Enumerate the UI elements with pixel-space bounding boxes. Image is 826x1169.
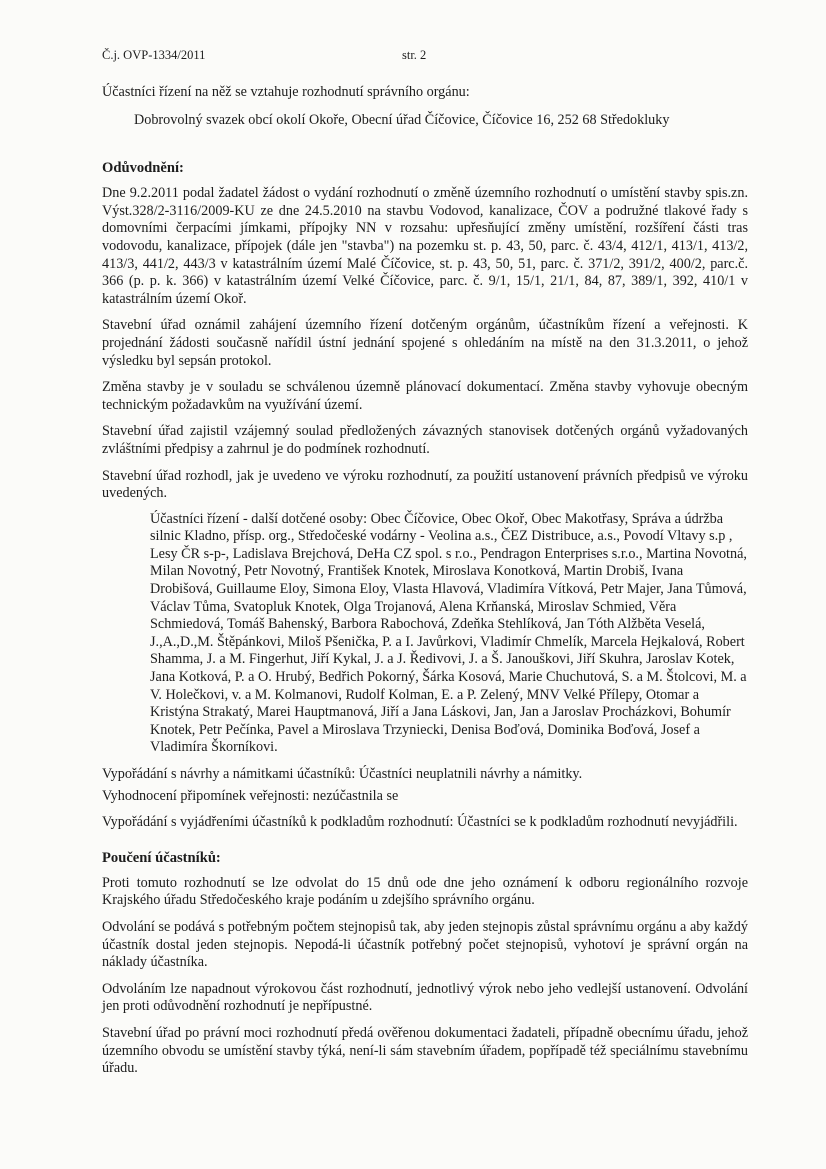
justification-paragraph-2: Stavební úřad oznámil zahájení územního řízení dotčeným orgánům, účastníkům řízení a veřejnosti. K projednání žádosti současně nařídil ústní jednání spojené s ohledáním na místě na den 31.3.2011, o jehož výsledku byl sepsán protokol. [102,317,748,369]
justification-paragraph-4: Stavební úřad zajistil vzájemný soulad předložených závazných stanovisek dotčených orgánů vyžadovaných zvláštními předpisy a zahrnul je do podmínek rozhodnutí. [102,423,748,457]
participants-intro: Účastníci řízení na něž se vztahuje rozhodnutí správního orgánu: [102,84,470,100]
document-body [102,84,748,1078]
other-participants-list: Účastníci řízení - další dotčené osoby: Obec Číčovice, Obec Okoř, Obec Makotřasy, Správa a údržba silnic Kladno, přísp. org., Středočeské vodárny - Veolina a.s., ČEZ Distribuce, a.s., Povodí Vltavy s.p , Lesy ČR s-p-, Ladislava Brejchová, DeHa CZ spol. s r.o., Pendragon Enterprises s.r.o., Martina Novotná, Milan Novotný, Petr Novotný, František Knotek, Miroslava Konotková, Martin Drobiš, Ivana Drobišová, Guillaume Eloy, Simona Eloy, Vlasta Hlavová, Vladimíra Vítková, Petr Majer, Jana Tůmová, Václav Tůma, Svatopluk Knotek, Olga Trojanová, Alena Krňanská, Miroslav Schmied, Věra Schmiedová, Tomáš Bahenský, Barbora Rabochová, Zdeňka Stehlíková, Jan Tóth Alžběta Veselá, J.,A.,D.,M. Štěpánkovi, Miloš Pšenička, P. a I. Javůrkovi, Vladimír Chmelík, Marcela Hejkalová, Robert Shamma, J. a M. Fingerhut, Jiří Kykal, J. a J. Ředivovi, J. a Š. Janouškovi, Jiří Skuhra, Jaroslav Kotek, Jana Kotková, P. a O. Hrubý, Bedřich Pokorný, Šárka Kosová, Marie Chuchutová, S. a M. Štolcovi, M. a V. Holečkovi, v. a M. Kolmanovi, Rudolf Kolman, E. a P. Zelený, MNV Velké Přílepy, Otomar a Kristýna Strakatý, Marei Hauptmanová, Jiří a Jana Láskovi, Jan, Jan a Jaroslav Procházkovi, Bohumír Knotek, Petr Pečínka, Pavel a Miroslava Trzyniecki, Denisa Boďová, Dominika Boďová, Josef a Vladimíra Škorníkovi. [150,510,747,756]
instruction-paragraph-2: Odvolání se podává s potřebným počtem stejnopisů tak, aby jeden stejnopis zůstal správnímu orgánu a aby každý účastník dostal jeden stejnopis. Nepodá-li účastník potřebný počet stejnopisů, vyhotoví je správní orgán na náklady účastníka. [102,918,748,971]
instruction-paragraph-1: Proti tomuto rozhodnutí se lze odvolat do 15 dnů ode dne jeho oznámení k odboru regionálního rozvoje Krajského úřadu Středočeského kraje podáním u zdejšího správního orgánu. [102,874,748,909]
instruction-paragraph-4: Stavební úřad po právní moci rozhodnutí předá ověřenou dokumentaci žadateli, případně obecnímu úřadu, jehož územního obvodu se umístění stavby týká, není-li sám stavebním úřadem, popřípadě též speciálnímu stavebnímu úřadu. [102,1024,748,1077]
participants-main: Dobrovolný svazek obcí okolí Okoře, Obecní úřad Číčovice, Číčovice 16, 252 68 Středokluky [134,111,670,128]
page-number: str. 2 [402,48,427,62]
instruction-heading: Poučení účastníků: [102,849,221,866]
justification-heading: Odůvodnění: [102,160,184,177]
reference-number: Č.j. OVP-1334/2011 [102,48,206,62]
justification-paragraph-7: Vyhodnocení připomínek veřejnosti: nezúčastnila se [102,787,399,804]
instruction-paragraph-3: Odvoláním lze napadnout výrokovou část rozhodnutí, jednotlivý výrok nebo jeho vedlejší ustanovení. Odvolání jen proti odůvodnění rozhodnutí je nepřípustné. [102,980,748,1015]
justification-paragraph-5: Stavební úřad rozhodl, jak je uvedeno ve výroku rozhodnutí, za použití ustanovení právních předpisů ve výroku uvedených. [102,467,748,502]
justification-paragraph-1: Dne 9.2.2011 podal žadatel žádost o vydání rozhodnutí o změně územního rozhodnutí o umístění stavby spis.zn. Výst.328/2-3116/2009-KU ze dne 24.5.2010 na stavbu Vodovod, kanalizace, ČOV a podružné tlakové řady s domovními čerpacími jímkami, přípojky NN v rozsahu: upřesňující změny umístění, rozšíření části tras vodovodu, kanalizace, přípojek (dále jen "stavba") na pozemku st. p. 43, 50, parc. č. 43/4, 412/1, 413/1, 413/2, 413/3, 441/2, 443/3 v katastrálním území Malé Číčovice, st. p. 43, 50, 51, parc. č. 371/2, 391/2, 400/2, parc.č. 366 (p. p. k. 366) v katastrálním území Velké Číčovice, parc. č. 9/1, 15/1, 21/1, 84, 87, 389/1, 392, 410/1 v katastrálním území Okoř. [102,185,748,307]
justification-paragraph-8: Vypořádání s vyjádřeními účastníků k podkladům rozhodnutí: Účastníci se k podkladům rozhodnutí nevyjádřili. [102,814,738,831]
justification-paragraph-6: Vypořádání s návrhy a námitkami účastníků: Účastníci neuplatnili návrhy a námitky. [102,766,583,782]
justification-paragraph-3: Změna stavby je v souladu se schválenou územně plánovací dokumentací. Změna stavby vyhovuje obecným technickým požadavkům na využívání území. [102,379,748,413]
